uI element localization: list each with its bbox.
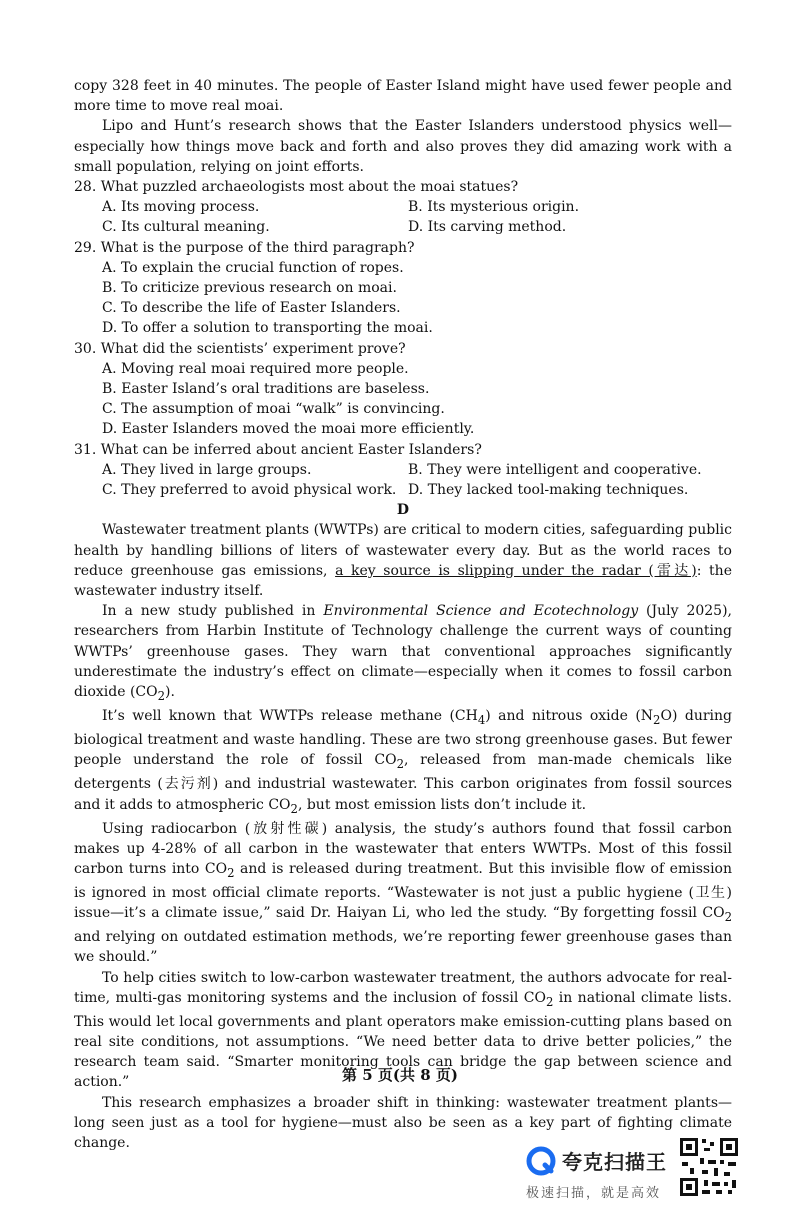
option-c: C. To describe the life of Easter Islanders. bbox=[102, 300, 401, 317]
question-28 bbox=[74, 177, 732, 238]
option-d: D. Its carving method. bbox=[408, 219, 567, 236]
option-c: C. They preferred to avoid physical work. bbox=[102, 482, 397, 499]
passage-d-paragraph-1: Wastewater treatment plants (WWTPs) are critical to modern cities, safeguarding public health by handling billions of liters of wastewater every day. But as the world races to reduce greenhouse gas emissions, a key source is slipping under the radar (雷达): the wastewater industry itself. bbox=[74, 522, 732, 600]
option-d: D. Easter Islanders moved the moai more efficiently. bbox=[102, 421, 475, 438]
question-31 bbox=[74, 440, 732, 501]
section-label: D bbox=[396, 502, 410, 519]
passage-d-paragraph-3: It’s well known that WWTPs release methane $(CH_4)$ and nitrous oxide $(N_2O)$ during biological treatment and waste handling. These are two strong greenhouse gases. But fewer people understand the role of fossil $CO_2$, released from man-made chemicals like detergents (去污剂) and industrial wastewater. This carbon originates from fossil sources and it adds to atmospheric $CO_2$, but most emission lists don’t include it. bbox=[74, 708, 732, 816]
scanner-slogan: 极速扫描，就是高效 bbox=[526, 1186, 662, 1201]
passage-d-paragraph-4: Using radiocarbon (放射性碳) analysis, the study’s authors found that fossil carbon makes up 4-28% of all carbon in the wastewater that enters WWTPs. Most of this fossil carbon turns into $CO_2$ and is released during treatment. But this invisible flow of emission is ignored in most official climate reports. “Wastewater is not just a public hygiene (卫生) issue—it’s a climate issue,” said Dr. Haiyan Li, who led the study. “By forgetting fossil $CO_2$ and relying on outdated estimation methods, we’re reporting fewer greenhouse gases than we should.” bbox=[74, 820, 732, 966]
scanner-watermark bbox=[526, 1140, 676, 1200]
option-a: A. They lived in large groups. bbox=[102, 461, 312, 478]
question-stem: 30. What did the scientists’ experiment prove? bbox=[74, 340, 406, 357]
option-c: C. Its cultural meaning. bbox=[102, 219, 270, 236]
underlined-phrase: a key source is slipping under the radar (雷达) bbox=[335, 562, 697, 579]
option-d: D. They lacked tool-making techniques. bbox=[408, 482, 689, 499]
passage-d-paragraph-6: This research emphasizes a broader shift in thinking: wastewater treatment plants—long seen just as a tool for hygiene—must also be seen as a key part of fighting climate change. bbox=[74, 1094, 732, 1151]
option-c: C. The assumption of moai “walk” is convincing. bbox=[102, 401, 445, 418]
question-stem: 29. What is the purpose of the third paragraph? bbox=[74, 239, 415, 256]
question-30 bbox=[74, 339, 732, 440]
page-number: 第 5 页(共 8 页) bbox=[342, 1066, 458, 1084]
scanner-logo-icon bbox=[526, 1146, 556, 1176]
option-d: D. To offer a solution to transporting the moai. bbox=[102, 320, 433, 337]
qr-code-icon bbox=[678, 1136, 740, 1198]
page-body bbox=[74, 76, 732, 1153]
passage-d-paragraph-2: In a new study published in Environmental Science and Ecotechnology (July 2025), researchers from Harbin Institute of Technology challenge the current ways of counting WWTPs’ greenhouse gases. They warn that conventional approaches significantly underestimate the industry’s effect on climate—especially when it comes to fossil carbon dioxide $(CO_2)$. bbox=[74, 603, 733, 703]
option-b: B. Its mysterious origin. bbox=[408, 199, 580, 216]
passage-d-paragraph-5: To help cities switch to low-carbon wastewater treatment, the authors advocate for real-time, multi-gas monitoring systems and the inclusion of fossil $CO_2$ in national climate lists. This would let local governments and plant operators make emission-cutting plans based on real site conditions, not assumptions. “We need better data to drive better policies,” the research team said. “Smarter monitoring tools can bridge the gap between science and action.” bbox=[74, 969, 732, 1091]
option-a: A. Its moving process. bbox=[102, 199, 260, 216]
option-b: B. They were intelligent and cooperative. bbox=[408, 461, 702, 478]
option-a: A. Moving real moai required more people. bbox=[102, 360, 409, 377]
scanner-app-name: 夸克扫描王 bbox=[562, 1150, 667, 1174]
question-stem: 31. What can be inferred about ancient Easter Islanders? bbox=[74, 441, 482, 458]
question-stem: 28. What puzzled archaeologists most about the moai statues? bbox=[74, 179, 519, 196]
option-a: A. To explain the crucial function of ropes. bbox=[102, 259, 404, 276]
option-b: B. To criticize previous research on moai. bbox=[102, 280, 397, 297]
passage-c-paragraph: copy 328 feet in 40 minutes. The people of Easter Island might have used fewer people and more time to move real moai. bbox=[74, 78, 732, 115]
question-29 bbox=[74, 238, 732, 339]
option-b: B. Easter Island’s oral traditions are baseless. bbox=[102, 381, 430, 398]
journal-title: Environmental Science and Ecotechnology bbox=[323, 603, 639, 620]
passage-c-paragraph: Lipo and Hunt’s research shows that the Easter Islanders understood physics well—especially how things move back and forth and also proves they did amazing work with a small population, relying on joint efforts. bbox=[74, 118, 732, 175]
